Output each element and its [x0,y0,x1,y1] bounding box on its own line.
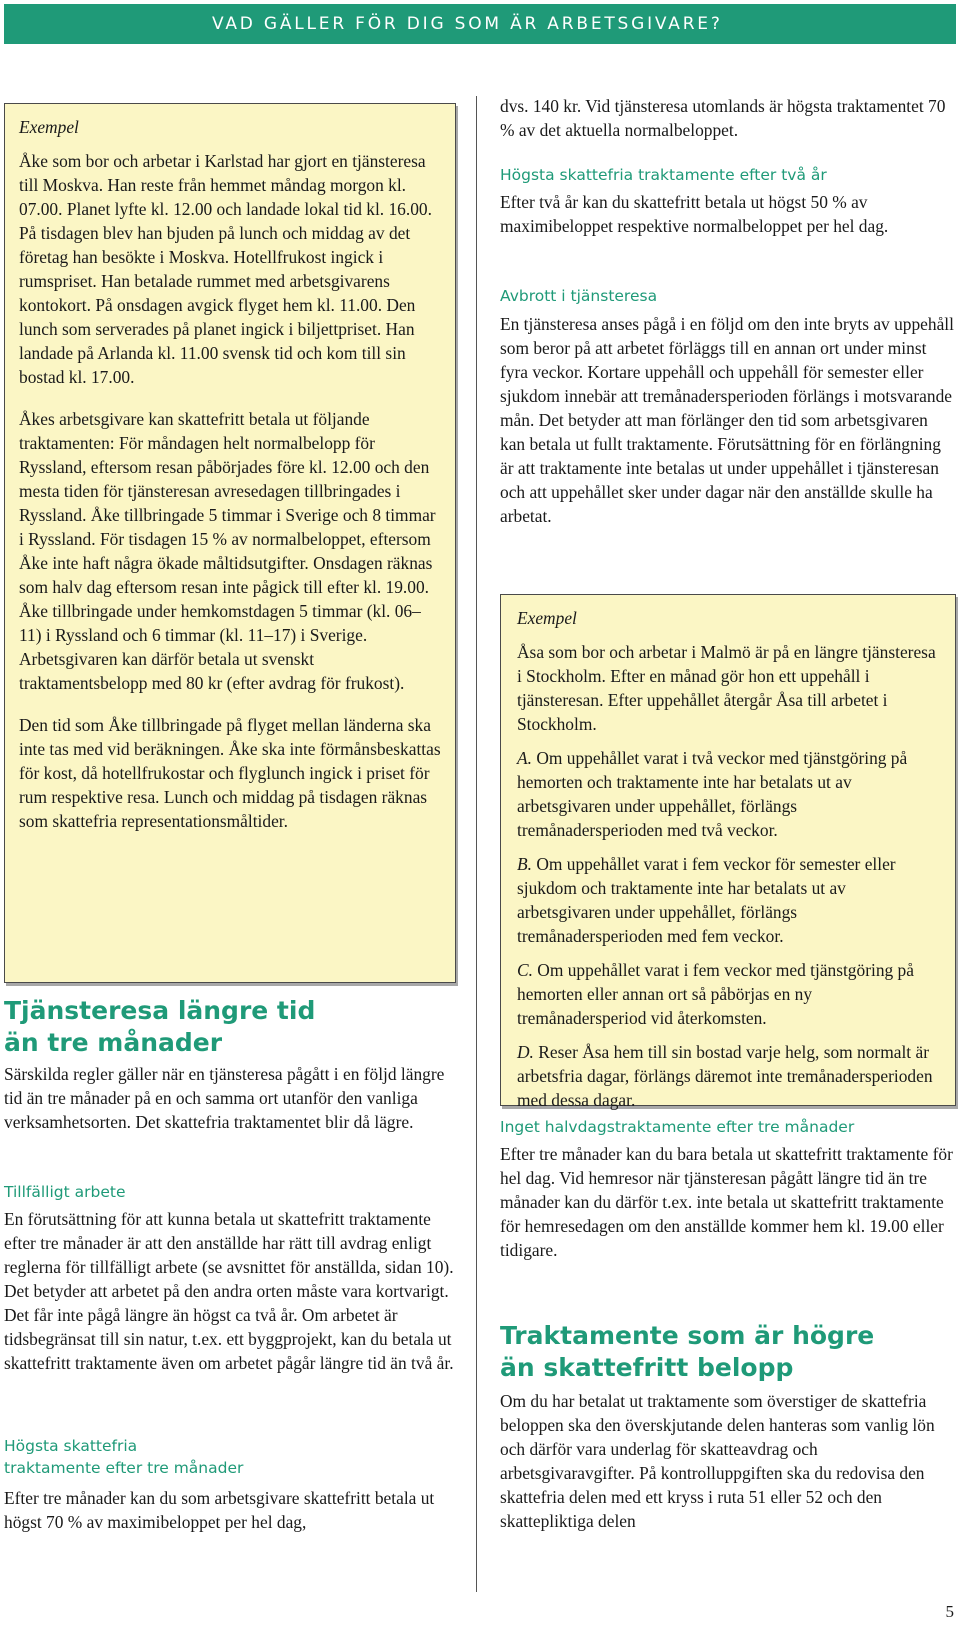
example-paragraph: Åke som bor och arbetar i Karlstad har gjort en tjänsteresa till Moskva. Han reste från hemmet måndag morgon kl. 07.00. Planet lyfte kl. 12.00 och landade lokal tid kl. 16.00. På tisdagen blev han bjuden på lunch och middag av det företag han besökte i Moskva. Hotellfrukost ingick i rumspriset. Han betalade rummet med arbetsgivarens kontokort. På onsdagen avgick flyget hem kl. 11.00. Den lunch som serverades på planet ingick i biljettpriset. Han landade på Arlanda kl. 11.00 svensk tid och kom till sin bostad kl. 17.00. [19,151,432,387]
subheading-max-allowance [4,1435,458,1485]
case-text: Om uppehållet varat i fem veckor för semester eller sjukdom och traktamente inte har betalats ut av arbetsgivaren under uppehållet, förlängs tremånadersperioden med fem veckor. [517,854,896,946]
temporary-work-paragraph: En förutsättning för att kunna betala ut skattefritt traktamente efter tre månader är att den anställde har rätt till avdrag enligt reglerna för tillfälligt arbete (se avsnittet för anställda, sidan 10). Det betyder att arbetet på den andra orten måste vara kortvarigt. Det får inte pågå längre än högst ca två år. Om arbetet är tidsbegränsat till sin natur, t.ex. ett byggprojekt, kan du betala ut skattefritt traktamente även om arbetet pågår längre tid än två år. [4,1209,454,1373]
example-paragraph: Åkes arbetsgivare kan skattefritt betala ut följande traktamenten: För måndagen helt normalbelopp för Ryssland, eftersom resan påbörjades före kl. 12.00 och den mesta tiden för tjänsteresan avresedagen tillbringades i Ryssland. Åke tillbringade 5 timmar i Sverige och 8 timmar i Ryssland. För tisdagen 15 % av normalbeloppet, eftersom Åke inte haft några ökade måltidsutgifter. Onsdagen räknas som halv dag eftersom resan inte pågick till efter kl. 19.00. Åke tillbringade under hemkomstdagen 5 timmar (kl. 06–11) i Ryssland och 6 timmar (kl. 11–17) i Sverige. Arbetsgivaren kan därför betala ut svenskt traktamentsbelopp med 80 kr (efter avdrag för frukost). [19,409,436,693]
example-case-d [517,1040,943,1112]
heading-higher-allowance [500,1320,956,1384]
case-text: Om uppehållet varat i två veckor med tjänstgöring på hemorten och traktamente inte har betalats ut av arbetsgivaren under uppehållet, förlängs tremånadersperioden med två veckor. [517,748,908,840]
column-divider [476,96,477,1592]
example-case-b [517,852,943,948]
example-label: Exempel [517,608,577,628]
subheading-two-years: Högsta skattefria traktamente efter två år [500,166,827,184]
section-heading: Tjänsteresa längre tid än tre månader [4,996,316,1057]
case-label: A. [517,748,532,768]
example-box-ake [4,103,456,983]
heading-long-trip [4,995,458,1059]
example-box-asa [500,594,956,1110]
higher-allowance-paragraph: Om du har betalat ut traktamente som överstiger de skattefria beloppen ska den överskjutande delen hanteras som vanlig lön och därför vara underlag för skatteavdrag och arbetsgivaravgifter. På kontrolluppgiften ska du redovisa den skattefria delen med ett kryss i ruta 51 eller 52 och den skattepliktiga delen [500,1391,935,1531]
max-allowance-paragraph: Efter tre månader kan du som arbetsgivare skattefritt betala ut högst 70 % av maximibeloppet per hel dag, [4,1488,435,1532]
intro-paragraph: Särskilda regler gäller när en tjänsteresa pågått i en följd längre tid än tre månader på en och samma ort utanför den vanliga verksamhetsorten. Det skattefria traktamentet blir då lägre. [4,1064,445,1132]
case-label: D. [517,1042,534,1062]
half-day-paragraph: Efter tre månader kan du bara betala ut skattefritt traktamente för hel dag. Vid hemresor när tjänsteresan pågått längre tid än tre månader kan du därför t.ex. inte betala ut skattefritt traktamente för hemresedagen om den anställde kommer hem kl. 19.00 eller tidigare. [500,1144,953,1260]
break-paragraph: En tjänsteresa anses pågå i en följd om den inte bryts av uppehåll som beror på att arbetet förläggs till en annan ort under minst fyra veckor. Kortare uppehåll och uppehåll för semester eller sjukdom innebär att tremånadersperioden förlängs i motsvarande mån. Det betyder att man förlänger den tid som arbetsgivaren kan betala ut fullt traktamente. Förutsättning för en förlängning är att traktamente inte betalas ut under uppehållet i tjänsteresan och att uppehållet sker under dagar när den anställde skulle ha arbetat. [500,314,954,526]
subheading-break: Avbrott i tjänsteresa [500,287,658,305]
case-label: C. [517,960,533,980]
example-case-a [517,746,943,842]
subheading-half-day: Inget halvdagstraktamente efter tre månader [500,1118,855,1136]
subheading-line: traktamente efter tre månader [4,1459,244,1477]
subheading-line: Högsta skattefria [4,1437,138,1455]
case-text: Reser Åsa hem till sin bostad varje helg, som normalt är arbetsfria dagar, förlängs däremot inte tremånadersperioden med dessa dagar. [517,1042,933,1110]
subheading-temporary-work: Tillfälligt arbete [4,1183,126,1201]
section-heading: Traktamente som är högre än skattefritt belopp [500,1321,875,1382]
example-label: Exempel [19,117,79,137]
continuation-paragraph: dvs. 140 kr. Vid tjänsteresa utomlands är högsta traktamentet 70 % av det aktuella normalbeloppet. [500,96,946,140]
example-paragraph: Den tid som Åke tillbringade på flyget mellan länderna ska inte tas med vid beräkningen. Åke ska inte förmånsbeskattas för kost, då hotellfrukostar och flyglunch ingick i priset för rum respektive resa. Lunch och middag på tisdagen räknas som skattefria representationsmåltider. [19,715,441,831]
two-years-paragraph: Efter två år kan du skattefritt betala ut högst 50 % av maximibeloppet respektive normalbeloppet per hel dag. [500,192,889,236]
example-case-c [517,958,943,1030]
example-paragraph: Åsa som bor och arbetar i Malmö är på en längre tjänsteresa i Stockholm. Efter en månad gör hon ett uppehåll i tjänsteresan. Efter uppehållet återgår Åsa till arbetet i Stockholm. [517,642,936,734]
case-label: B. [517,854,532,874]
page-number: 5 [945,1602,954,1621]
case-text: Om uppehållet varat i fem veckor med tjänstgöring på hemorten eller annan ort så påbörjas en ny tremånadersperiod vid återkomsten. [517,960,914,1028]
section-banner: VAD GÄLLER FÖR DIG SOM ÄR ARBETSGIVARE? [4,4,956,44]
